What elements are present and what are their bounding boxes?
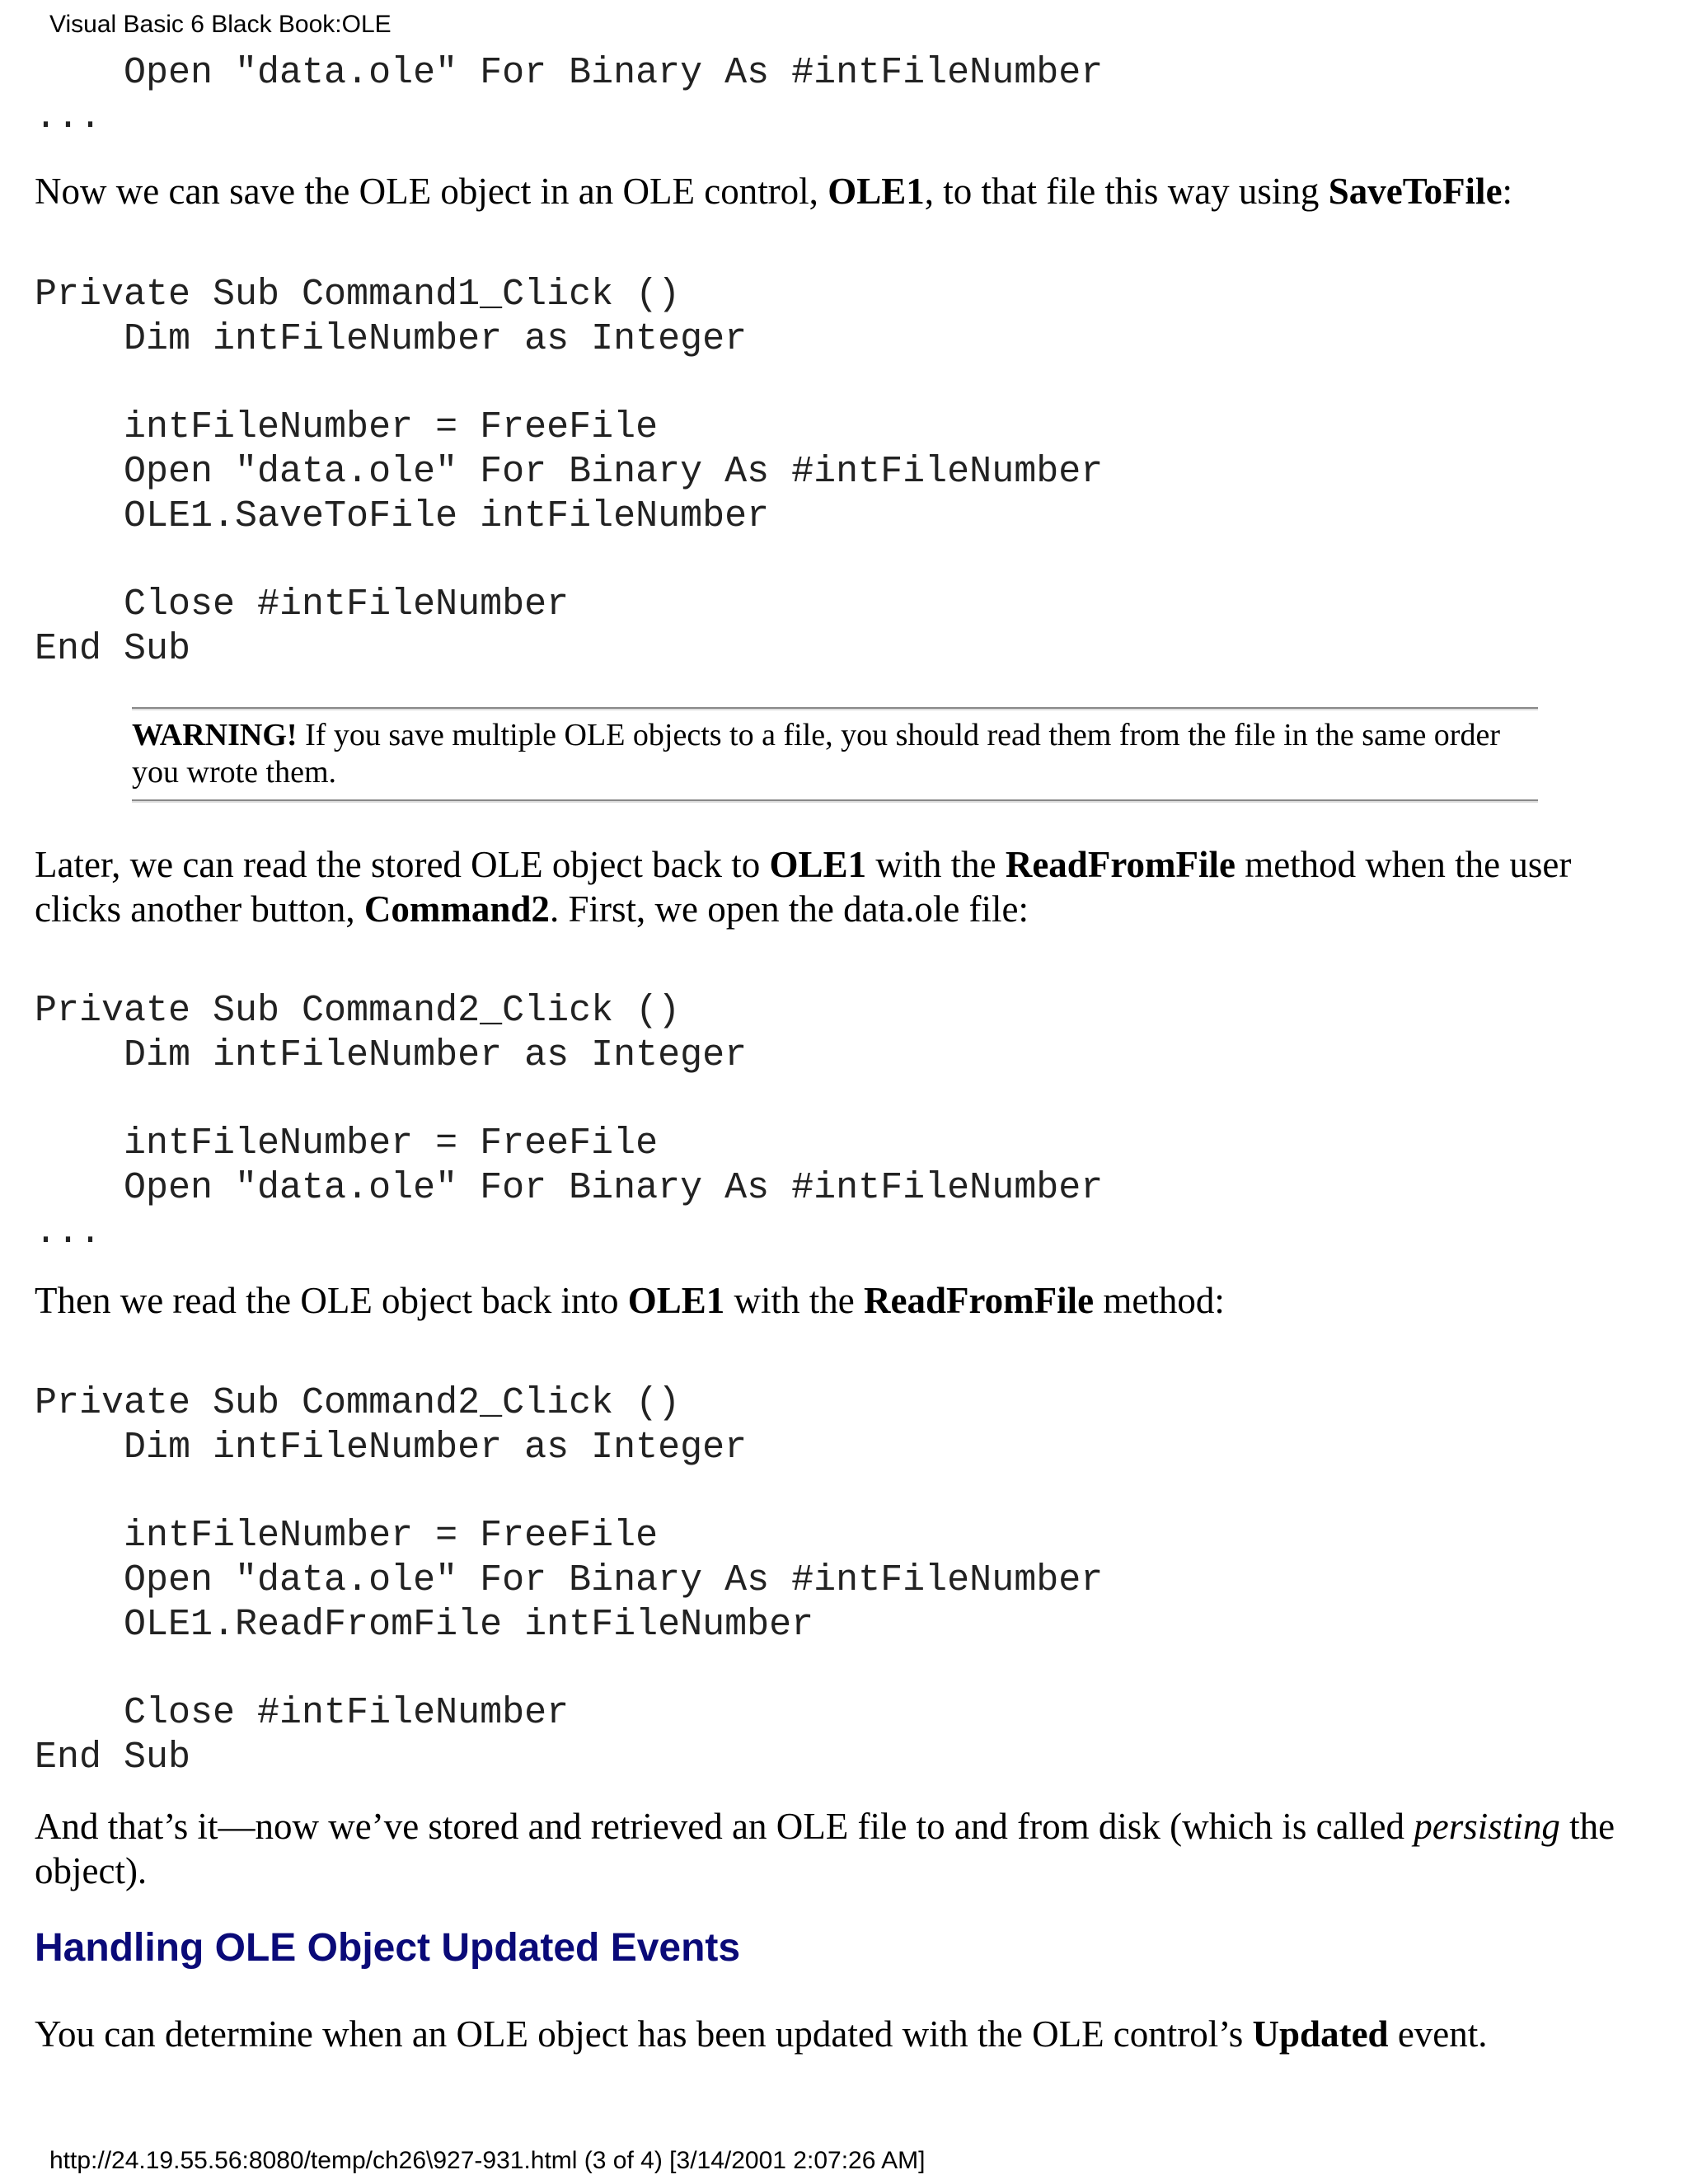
section-heading: Handling OLE Object Updated Events [35, 1926, 741, 1970]
text-run: . First, we open the data.ole file: [549, 888, 1029, 930]
text-run: Now we can save the OLE object in an OLE control, [35, 171, 828, 212]
text-run: with the [724, 1280, 864, 1321]
code-block-command1-click: Private Sub Command1_Click () Dim intFileNumber as Integer intFileNumber = FreeFile Open "data.ole" For Binary As #intFileNumber OLE1.SaveToFile intFileNumber Close #intFileNumber End Sub [35, 274, 1104, 670]
bold-term-ole1: OLE1 [627, 1280, 725, 1321]
bold-term-command2: Command2 [363, 888, 550, 930]
paragraph-read-intro [35, 842, 1650, 931]
page-header-title: Visual Basic 6 Black Book:OLE [49, 11, 392, 38]
bold-term-updated: Updated [1252, 2013, 1389, 2055]
warning-box [132, 707, 1538, 806]
paragraph-persisting [35, 1804, 1650, 1893]
warning-body: If you save multiple OLE objects to a file, you should read them from the file in the same order you wrote them. [132, 718, 1500, 790]
bold-term-savetofile: SaveToFile [1328, 171, 1503, 212]
page-footer-url: http://24.19.55.56:8080/temp/ch26\927-931.html (3 of 4) [3/14/2001 2:07:26 AM] [49, 2147, 926, 2174]
paragraph-read-back [35, 1278, 1650, 1323]
text-run: Later, we can read the stored OLE object back to [35, 844, 770, 885]
text-run: the object). [35, 1806, 1615, 1891]
text-run: You can determine when an OLE object has been updated with the OLE control’s [35, 2013, 1253, 2055]
bold-term-ole1: OLE1 [828, 171, 925, 212]
paragraph-save-intro [35, 169, 1650, 213]
text-run: And that’s it—now we’ve stored and retrieved an OLE file to and from disk (which is called [35, 1806, 1414, 1847]
bold-term-readfromfile: ReadFromFile [864, 1280, 1095, 1321]
italic-term-persisting: persisting [1414, 1806, 1560, 1847]
warning-text [132, 717, 1538, 791]
code-block-open-file: Open "data.ole" For Binary As #intFileNumber ... [35, 52, 1104, 138]
text-run: with the [866, 844, 1006, 885]
warning-bottom-rule [132, 799, 1538, 803]
paragraph-updated-event [35, 2012, 1650, 2056]
bold-term-ole1: OLE1 [769, 844, 867, 885]
text-run: method: [1094, 1280, 1225, 1321]
text-run: : [1502, 171, 1513, 212]
warning-top-rule [132, 707, 1538, 710]
text-run: event. [1388, 2013, 1488, 2055]
warning-label: WARNING! [132, 718, 298, 752]
text-run: , to that file this way using [924, 171, 1329, 212]
bold-term-readfromfile: ReadFromFile [1005, 844, 1236, 885]
code-block-command2-open: Private Sub Command2_Click () Dim intFileNumber as Integer intFileNumber = FreeFile Open "data.ole" For Binary As #intFileNumber ... [35, 990, 1104, 1254]
text-run: Then we read the OLE object back into [35, 1280, 628, 1321]
code-block-command2-read: Private Sub Command2_Click () Dim intFileNumber as Integer intFileNumber = FreeFile Open "data.ole" For Binary As #intFileNumber OLE1.ReadFromFile intFileNumber Close #intFileNumber End Sub [35, 1382, 1104, 1779]
text-run: method when the user clicks another button, [35, 844, 1572, 930]
